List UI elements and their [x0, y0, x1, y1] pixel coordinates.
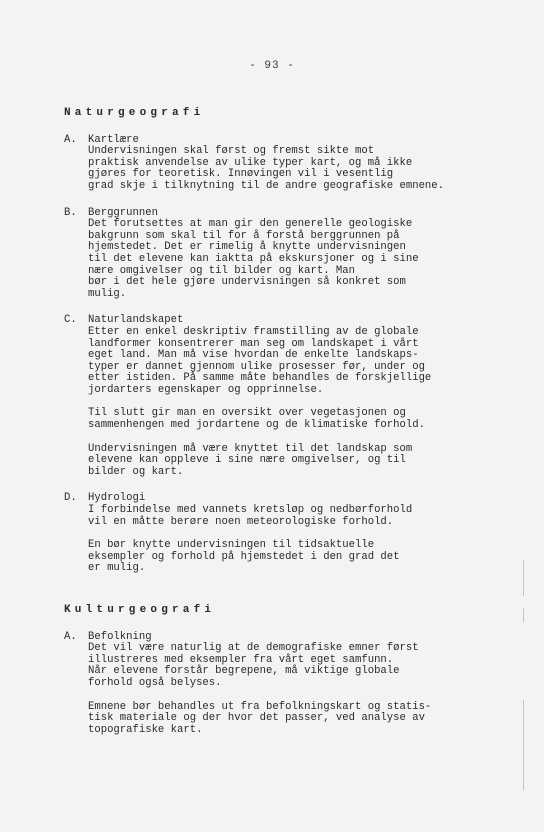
- paragraph: Undervisningen skal først og fremst sikte mot praktisk anvendelse av ulike typer kart, og må ikke gjøres for teoretisk. Innøvingen vil i vesentlig grad skje i tilknytning til de andre geografiske emnene.: [88, 145, 445, 192]
- subsection-body: [88, 493, 504, 575]
- paragraph: Det forutsettes at man gir den generelle geologiske bakgrunn som skal til for å forstå berggrunnen på hjemstedet. Det er rimelig å knytte undervisningen til det elevene kan iaktta på ekskursjoner og i sine nære omgivelser og til bilder og kart. Man bør i det hele gjøre undervisningen så konkret som mulig.: [88, 218, 419, 300]
- subsection-body: [88, 315, 504, 478]
- subsection-title: Befolkning: [88, 630, 152, 643]
- subsection-body: [88, 135, 504, 193]
- subsection: [64, 135, 504, 193]
- paragraph: Det vil være naturlig at de demografiske emner først illustreres med eksempler fra vårt eget samfunn. Når elevene forstår begrepene, må viktige globale forhold også belyses.: [88, 642, 419, 689]
- margin-line: [523, 700, 524, 790]
- subsection: [64, 632, 504, 737]
- subsection-letter: C.: [64, 314, 77, 327]
- margin-line: [523, 560, 524, 596]
- subsection-body: [88, 208, 504, 301]
- subsection: [64, 208, 504, 301]
- section: [64, 605, 504, 736]
- section: [64, 108, 504, 575]
- paragraph: Til slutt gir man en oversikt over vegetasjonen og sammenhengen med jordartene og de klimatiske forhold.: [88, 407, 425, 432]
- section-title: Naturgeografi: [64, 107, 205, 119]
- subsection-title: Hydrologi: [88, 492, 146, 505]
- subsection: [64, 315, 504, 478]
- section-title: Kulturgeografi: [64, 604, 216, 616]
- paragraph: Undervisningen må være knyttet til det landskap som elevene kan oppleve i sine nære omgivelser, og til bilder og kart.: [88, 442, 413, 478]
- margin-line: [523, 608, 524, 622]
- subsection-letter: A.: [64, 133, 77, 146]
- paragraph: Emnene bør behandles ut fra befolkningskart og statis- tisk materiale og der hvor det passer, ved analyse av topografiske kart.: [88, 700, 432, 736]
- paragraph: I forbindelse med vannets kretsløp og nedbørforhold vil en måtte berøre noen meteorologiske forhold.: [88, 504, 413, 528]
- subsection-body: [88, 632, 504, 737]
- subsection-title: Kartlære: [88, 133, 139, 146]
- subsection: [64, 493, 504, 575]
- subsection-title: Berggrunnen: [88, 206, 158, 219]
- paragraph: En bør knytte undervisningen til tidsaktuelle eksempler og forhold på hjemstedet i den grad det er mulig.: [88, 539, 400, 575]
- paragraph: Etter en enkel deskriptiv framstilling av de globale landformer konsentrerer man seg om landskapet i vårt eget land. Man må vise hvordan de enkelte landskaps- typer er dannet gjennom ulike prosesser før, under og etter istiden. På samme måte behandles de forskjellige jordarters egenskaper og opprinnelse.: [88, 325, 432, 396]
- subsection-letter: A.: [64, 630, 77, 643]
- subsection-letter: B.: [64, 206, 77, 219]
- subsection-title: Naturlandskapet: [88, 314, 184, 327]
- subsection-letter: D.: [64, 492, 77, 505]
- section-spacer: [64, 575, 504, 605]
- document-body: [64, 108, 504, 736]
- page-number: - 93 -: [249, 60, 295, 72]
